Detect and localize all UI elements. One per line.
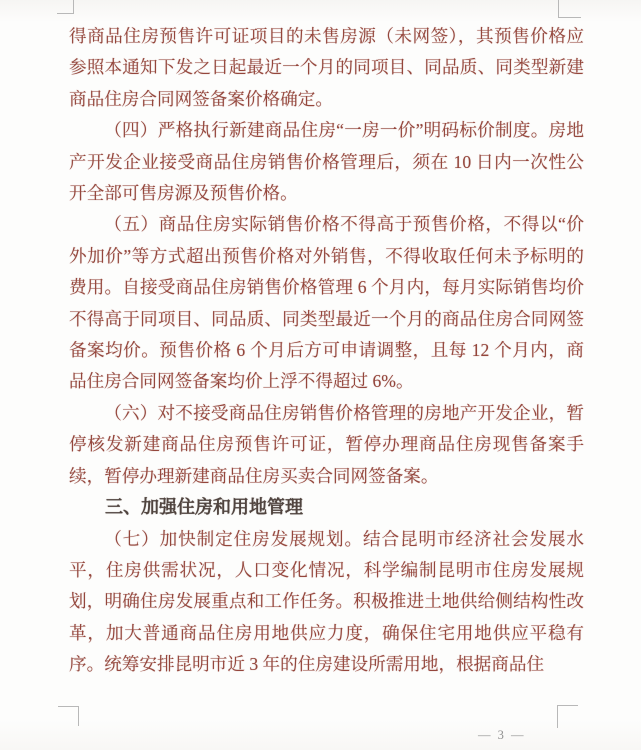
crop-mark-bottom-right-icon	[557, 705, 578, 728]
paragraph-item-five: （五）商品住房实际销售价格不得高于预售价格，不得以“价外加价”等方式超出预售价格对外销售，不得收取任何未予标明的费用。自接受商品住房销售价格管理 6 个月内，每月实际销售均价不得高于同项目、同品质、同类型最近一个月的商品住房合同网签备案均价。预售价格 6 个月后方可申请调整，且每 12 个月内，商品住房合同网签备案均价上浮不得超过 6%。	[69, 214, 584, 392]
crop-mark-top-left-icon	[57, 0, 74, 14]
paragraph-continuation: 得商品住房预售许可证项目的未售房源（未网签），其预售价格应参照本通知下发之日起最近一个月的同项目、同品质、同类型新建商品住房合同网签备案价格确定。	[69, 26, 584, 109]
crop-mark-bottom-left-icon	[58, 706, 79, 726]
paragraph-item-four: （四）严格执行新建商品住房“一房一价”明码标价制度。房地产开发企业接受商品住房销售价格管理后，须在 10 日内一次性公开全部可售房源及预售价格。	[69, 120, 584, 204]
paragraph-item-six: （六）对不接受商品住房销售价格管理的房地产开发企业，暂停核发新建商品住房预售许可证，暂停办理商品住房现售备案手续，暂停办理新建商品住房买卖合同网签备案。	[69, 402, 584, 486]
paragraph-item-seven: （七）加快制定住房发展规划。结合昆明市经济社会发展水平，住房供需状况，人口变化情况，科学编制昆明市住房发展规划，明确住房发展重点和工作任务。积极推进土地供给侧结构性改革，加大普通商品住房用地供应力度，确保住宅用地供应平稳有序。统筹安排昆明市近 3 年的住房建设所需用地，根据商品住	[69, 528, 584, 675]
section-heading-three: 三、加强住房和用地管理	[105, 497, 303, 518]
document-body	[69, 21, 584, 681]
crop-mark-top-right-icon	[558, 0, 581, 18]
page-number: — 3 —	[478, 728, 526, 742]
